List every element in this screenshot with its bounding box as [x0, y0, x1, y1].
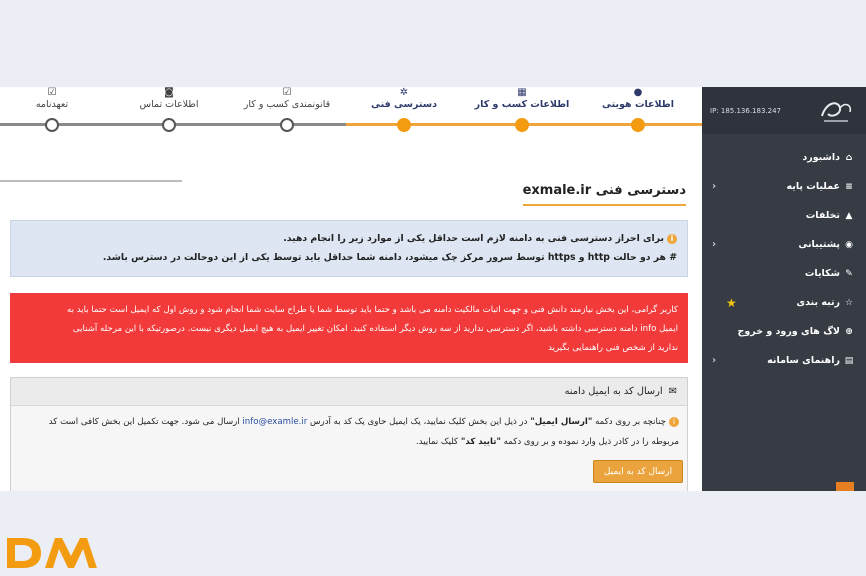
sidebar-item-label: راهنمای سامانه [767, 355, 840, 366]
step-label: دسترسی فنی [371, 99, 437, 110]
browser-viewport [0, 87, 866, 491]
book-icon: ▤ [844, 355, 854, 366]
sidebar-item-label: لاگ های ورود و خروج [737, 326, 840, 337]
sidebar-item-label: پشتیبانی [798, 239, 840, 250]
step-label: تعهدنامه [35, 99, 69, 110]
home-icon: ⌂ [845, 152, 853, 163]
user-icon: ● [633, 87, 643, 98]
sidebar-item-label: عملیات پایه [786, 181, 840, 192]
email-panel-title: ارسال کد به ایمیل دامنه [564, 386, 663, 397]
info-icon: i [667, 234, 677, 244]
alert-line-1: کاربر گرامی، این بخش نیازمند دانش فنی و جهت اثبات مالکیت دامنه می باشد و حتما باید توسط شما یا طراح سایت شما انجام شود و روش اول که ایمیل است حتما باید به [67, 305, 678, 315]
main-content [0, 87, 702, 491]
chevron-left-icon: ‹ [712, 355, 717, 366]
page-title: دسترسی فنی exmale.ir [523, 183, 686, 206]
checkbox-icon: ☑ [47, 87, 57, 98]
step-label: اطلاعات هویتی [602, 99, 674, 110]
sidebar-item-label: رتبه بندی [796, 297, 840, 308]
chevron-left-icon: ‹ [712, 239, 717, 250]
step-1[interactable] [462, 87, 582, 110]
gears-icon: ✲ [399, 87, 409, 98]
body-text: در ذیل این بخش کلیک نمایید، یک ایمیل حاوی یک کد به آدرس [307, 417, 531, 427]
dm-watermark-logo [5, 534, 101, 572]
step-4[interactable] [109, 87, 229, 110]
body-text: کلیک نمایید. [415, 437, 461, 447]
info-line-2: # هر دو حالت http و https توسط سرور مرکز چک میشود، دامنه شما حداقل باید توسط یکی از این دوحالت در دسترس باشد. [102, 252, 677, 263]
list-icon: ≡ [845, 181, 853, 192]
sidebar-header [702, 87, 866, 134]
star-filled-icon: ★ [726, 295, 737, 310]
sidebar-toggle[interactable] [836, 482, 854, 491]
step-label: اطلاعات کسب و کار [474, 99, 570, 110]
sidebar [702, 87, 866, 491]
body-text: چنانچه بر روی دکمه [592, 417, 666, 427]
step-2[interactable] [344, 87, 464, 110]
ip-address: IP: 185.136.183.247 [710, 106, 781, 115]
sidebar-item-6[interactable] [702, 317, 866, 346]
sidebar-item-label: شکایات [804, 268, 840, 279]
wizard-steps [0, 87, 702, 147]
sidebar-item-4[interactable] [702, 259, 866, 288]
body-text: مربوطه را در کادر ذیل وارد نموده و بر روی دکمه [500, 437, 679, 447]
step-dot [280, 118, 294, 132]
sidebar-item-3[interactable] [702, 230, 866, 259]
check-square-icon: ☑ [282, 87, 292, 98]
warning-icon: ▲ [845, 210, 853, 221]
info-icon: i [669, 417, 679, 427]
step-dot [45, 118, 59, 132]
sidebar-item-label: تخلفات [805, 210, 840, 221]
warning-alert [10, 293, 688, 363]
body-bold-confirm: "تایید کد" [460, 437, 501, 447]
step-3[interactable] [227, 87, 347, 110]
sidebar-item-1[interactable] [702, 172, 866, 201]
step-dot [162, 118, 176, 132]
alert-line-2: ایمیل info دامنه دسترسی داشته باشید، اگر دسترسی ندارید از سه روش دیگر استفاده کنید. امکان تغییر ایمیل به هیچ ایمیل دیگری نیست. درصورتیکه با این مرحله آشنایی [72, 324, 678, 334]
body-text: ارسال می شود. جهت تکمیل این بخش کافی است کد [48, 417, 243, 427]
email-address-link[interactable]: info@examle.ir [242, 417, 308, 427]
sidebar-item-0[interactable] [702, 143, 866, 172]
email-panel-body [11, 406, 687, 491]
step-label: اطلاعات تماس [139, 99, 199, 110]
body-bold-send: "ارسال ایمیل" [530, 417, 593, 427]
step-dot [515, 118, 529, 132]
alert-line-3: ندارید از شخص فنی راهنمایی بگیرید [548, 343, 678, 353]
email-verification-panel [10, 377, 688, 491]
step-0[interactable] [578, 87, 698, 110]
step-5[interactable] [0, 87, 112, 110]
chat-icon: ◉ [845, 239, 853, 250]
sidebar-menu [702, 143, 866, 375]
edit-icon: ✎ [845, 268, 853, 279]
email-panel-header [11, 378, 687, 406]
info-line-1: برای احراز دسترسی فنی به دامنه لازم است حداقل یکی از موارد زیر را انجام دهید. [283, 233, 664, 244]
title-separator [0, 180, 182, 182]
sidebar-item-7[interactable] [702, 346, 866, 375]
phone-book-icon: ◙ [164, 87, 174, 98]
envelope-icon: ✉ [668, 386, 677, 397]
sidebar-item-5[interactable] [702, 288, 866, 317]
site-logo [816, 96, 856, 126]
plus-circle-icon: ⊕ [845, 326, 853, 337]
sidebar-item-2[interactable] [702, 201, 866, 230]
send-code-button[interactable]: ارسال کد به ایمیل [593, 460, 683, 483]
step-dot [397, 118, 411, 132]
document-icon: ▦ [517, 87, 527, 98]
info-box [10, 220, 688, 277]
sidebar-item-label: داشبورد [802, 152, 840, 163]
step-dot [631, 118, 645, 132]
chevron-left-icon: ‹ [712, 181, 717, 192]
star-outline-icon: ☆ [844, 297, 854, 308]
step-label: قانونمندی کسب و کار [243, 99, 331, 110]
